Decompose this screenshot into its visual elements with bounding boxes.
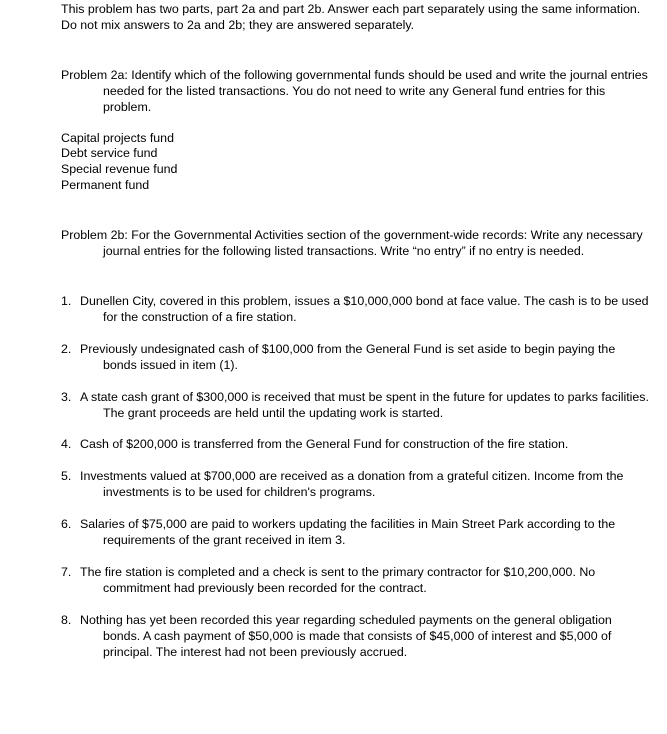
transaction-item <box>61 342 651 374</box>
fund-item: Capital projects fund <box>61 130 174 145</box>
item-number: 4. <box>61 437 72 452</box>
item-number: 1. <box>61 293 72 308</box>
transaction-item <box>61 613 651 661</box>
transaction-item <box>61 437 651 453</box>
item-number: 5. <box>61 469 72 484</box>
item-number: 7. <box>61 564 72 579</box>
item-number: 6. <box>61 517 72 532</box>
fund-item: Special revenue fund <box>61 162 178 177</box>
fund-list <box>61 131 651 195</box>
transaction-list <box>61 294 651 661</box>
transaction-item <box>61 517 651 549</box>
transaction-item <box>61 469 651 501</box>
item-text: Investments valued at $700,000 are received as a donation from a grateful citizen. Income from the investments is to be used for children's programs. <box>80 469 624 500</box>
transaction-item <box>61 390 651 422</box>
item-text: Salaries of $75,000 are paid to workers updating the facilities in Main Street Park according to the requirements of the grant received in item 3. <box>80 517 616 548</box>
transaction-item <box>61 294 651 326</box>
intro-paragraph: This problem has two parts, part 2a and part 2b. Answer each part separately using the same information. Do not mix answers to 2a and 2b; they are answered separately. <box>61 2 641 32</box>
item-text: The fire station is completed and a check is sent to the primary contractor for $10,200,000. No commitment had previously been recorded for the contract. <box>80 564 596 595</box>
problem-2a-paragraph: Problem 2a: Identify which of the following governmental funds should be used and write the journal entries needed for the listed transactions. You do not need to write any General fund entries for this problem. <box>61 67 648 114</box>
item-text: Cash of $200,000 is transferred from the General Fund for construction of the fire station. <box>80 437 569 452</box>
fund-item: Permanent fund <box>61 178 150 193</box>
item-number: 8. <box>61 612 72 627</box>
item-number: 2. <box>61 341 72 356</box>
item-text: Previously undesignated cash of $100,000 from the General Fund is set aside to begin paying the bonds issued in item (1). <box>80 341 616 372</box>
item-text: Dunellen City, covered in this problem, issues a $10,000,000 bond at face value. The cash is to be used for the construction of a fire station. <box>80 293 649 324</box>
problem-2b-paragraph: Problem 2b: For the Governmental Activities section of the government-wide records: Write any necessary journal entries for the following listed transactions. Write “no entry” if no entry is needed. <box>61 228 643 259</box>
item-text: A state cash grant of $300,000 is received that must be spent in the future for updates to parks facilities. The grant proceeds are held until the updating work is started. <box>80 389 649 420</box>
document-page <box>61 2 651 676</box>
item-number: 3. <box>61 389 72 404</box>
transaction-item <box>61 565 651 597</box>
item-text: Nothing has yet been recorded this year regarding scheduled payments on the general obligation bonds. A cash payment of $50,000 is made that consists of $45,000 of interest and $5,000 of principal. The interest had not been previously accrued. <box>80 612 612 659</box>
fund-item: Debt service fund <box>61 146 158 161</box>
